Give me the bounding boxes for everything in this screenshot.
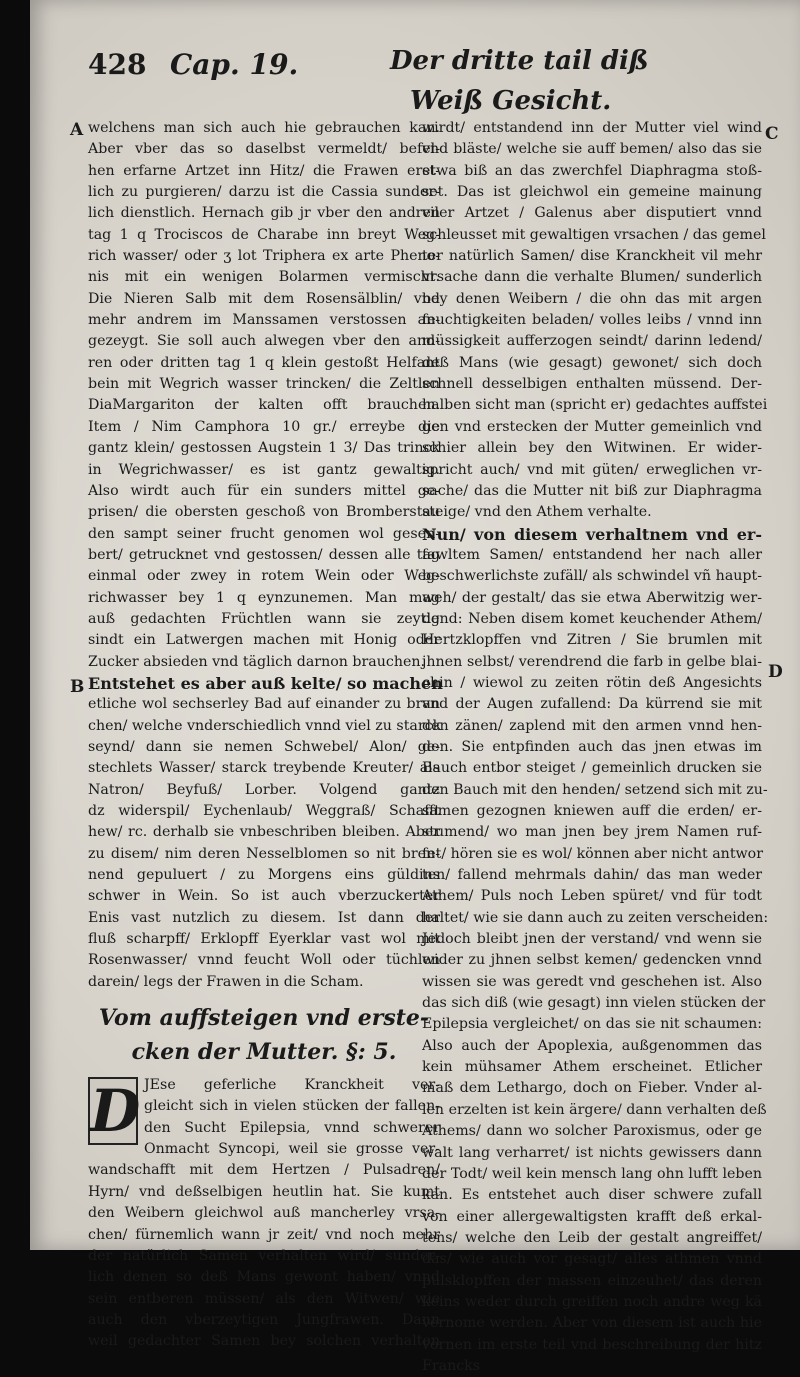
text-line: set. Das ist gleichwol ein gemeine mainung (422, 184, 762, 201)
text-line: vnd der Augen zufallend: Da kürrend sie mit (422, 696, 762, 713)
text-line: richwasser bey 1 q eynzunemen. Man mag (88, 589, 440, 606)
left-block-2 (88, 673, 443, 993)
text-line: lich zu purgieren/ darzu ist die Cassia sunder- (88, 184, 440, 201)
text-line: vrsache dann die verhalte Blumen/ sunderlich (422, 269, 762, 286)
margin-letter-d: D (768, 662, 783, 682)
text-line: etliche wol sechserley Bad auf einander zu bran (88, 696, 440, 713)
text-line: müssigkeit aufferzogen seindt/ darinn ledend/ (422, 333, 762, 350)
text-line: den. Sie entpfinden auch das jnen etwas im (422, 738, 762, 755)
text-line: nend gepuluert / zu Morgens eins güldins (88, 867, 440, 884)
text-line: von einer allergewaltigsten krafft deß erkal- (422, 1208, 762, 1225)
margin-letter-b: B (70, 677, 85, 697)
text-line: fawltem Samen/ entstandend her nach aller (422, 546, 762, 563)
text-line: walt lang verharret/ ist nichts gewissers dann (422, 1144, 762, 1161)
text-line: gleicht sich in vielen stücken der fallen- (144, 1098, 440, 1115)
text-line: welchens man sich auch hie gebrauchen kan. (88, 120, 440, 136)
text-line: den zänen/ zaplend mit den armen vnnd hen- (422, 717, 762, 734)
text-line: tens/ welche den Leib der gestalt angreiffet/ (422, 1229, 762, 1246)
text-line: lich denen so deß Mans gewont haben/ vnnd (88, 1269, 440, 1286)
text-line: deß Mans (wie gesagt) gewonet/ sich doch (422, 354, 762, 371)
margin-letter-a: A (70, 120, 84, 140)
running-title-line2: Weiß Gesicht. (410, 86, 612, 116)
text-line: Aber vber das so daselbst vermeldt/ befel- (88, 141, 440, 158)
text-line: Hyrn/ vnd deßselbigen heutlin hat. Sie kumt (88, 1183, 440, 1200)
text-line: das sich diß (wie gesagt) inn vielen stücken der (422, 995, 766, 1012)
text-line: weh/ der gestalt/ das sie etwa Aberwitzig wer- (422, 589, 762, 606)
text-line: der Todt/ weil kein mensch lang ohn lufft leben (422, 1165, 762, 1182)
text-line: den Sucht Epilepsia, vnnd schwerer (144, 1119, 440, 1136)
text-line: Bauch entbor steiget / gemeinlich drucken sie (422, 760, 762, 777)
text-line: bein mit Wegrich wasser trincken/ die Zeltlen (88, 376, 440, 393)
section-heading-line2: cken der Mutter. §: 5. (131, 1039, 397, 1066)
text-line: dend: Neben disem komet keuchender Athem/ (422, 610, 762, 627)
text-line: pulsklopffen der massen einzeuhet/ das deren (422, 1272, 762, 1289)
running-title: Der dritte tail diß (390, 46, 649, 76)
text-line: wissen sie was geredt vnd geschehen ist. Also (422, 973, 762, 990)
text-line: in Wegrichwasser/ es ist gantz gewaltig. (88, 461, 440, 478)
text-line: mehr andrem im Manssamen verstossen an- (88, 312, 440, 329)
text-line: Die Nieren Salb mit dem Rosensälblin/ vnd (88, 290, 440, 307)
text-line: steige/ vnd den Athem verhalte. (422, 504, 652, 521)
text-line: sache/ das die Mutter nit biß zur Diaphragma (422, 482, 762, 499)
right-block-1 (422, 118, 768, 524)
text-line: einmal oder zwey in rotem Wein oder Weg- (88, 568, 440, 585)
text-line: stechlets Wasser/ starck treybende Kreuter/ als (88, 760, 440, 777)
text-line: schier allein bey den Witwinen. Er wider- (422, 440, 762, 457)
text-line: haltet/ wie sie dann auch zu zeiten verscheiden: (422, 909, 769, 926)
text-line: weil gedachter Samen bey solchen verhalten (88, 1333, 440, 1350)
text-line: fluß scharpff/ Erklopff Eyerklar vast wol mit (88, 931, 440, 948)
text-line: halben sicht man (spricht er) gedachtes auffstei (422, 397, 768, 414)
text-line: etwa biß an das zwerchfel Diaphragma stoß- (422, 162, 762, 179)
text-line: samen gezognen kniewen auff die erden/ er- (422, 803, 762, 819)
text-line: Item / Nim Camphora 10 gr./ erreybe die (88, 418, 440, 435)
text-line: seynd/ dann sie nemen Schwebel/ Alon/ ge- (88, 738, 440, 755)
text-line: den Weibern gleichwol auß mancherley vrsa- (88, 1205, 440, 1222)
text-line: Also auch der Apoplexia, außgenommen das (422, 1037, 762, 1054)
text-line: spricht auch/ vnd mit güten/ erweglichen vr- (422, 461, 762, 478)
text-line: ten/ fallend mehrmals dahin/ das man weder (422, 867, 762, 884)
text-line: len erzelten ist kein ärgere/ dann verhalten deß (422, 1101, 767, 1118)
drop-cap-letter: D (90, 1077, 141, 1146)
text-line: Also wirdt auch für ein sunders mittel ge- (88, 482, 440, 499)
text-line: zu disem/ nim deren Nesselblomen so nit bren- (88, 845, 440, 862)
text-line: Jedoch bleibt jnen der verstand/ vnd wenn sie (422, 931, 762, 948)
text-line: bey denen Weibern / die ohn das mit argen (422, 290, 762, 307)
text-line: Onmacht Syncopi, weil sie grosse ver- (144, 1141, 440, 1158)
text-line: Athems/ dann wo solcher Paroxismus, oder ge (422, 1123, 762, 1140)
left-column (88, 118, 443, 1353)
text-line: maß dem Lethargo, doch on Fieber. Vnder al- (422, 1080, 762, 1097)
text-line: tag 1 q Trociscos de Charabe inn breyt Weg- (88, 226, 440, 243)
text-line: Hertzklopffen vnd Zitren / Sie brumlen mit (422, 632, 762, 649)
text-line: chen/ fürnemlich wann jr zeit/ vnd noch mehr (88, 1226, 440, 1243)
text-line: schnell desselbigen enthalten müssend. Der- (422, 376, 762, 393)
text-line: vnd bläste/ welche sie auff bemen/ also das sie (422, 141, 762, 158)
text-line: auch den vberzeytigen Jungfrawen. Dann (88, 1311, 440, 1328)
right-block-2 (422, 524, 769, 1377)
text-line: nis mit ein wenigen Bolarmen vermischt. (88, 269, 440, 286)
book-page (30, 0, 800, 1374)
text-line: gezeygt. Sie soll auch alwegen vber den and- (88, 333, 440, 350)
text-line: JEse geferliche Kranckheit ver- (144, 1077, 440, 1094)
text-line: darein/ legs der Frawen in die Scham. (88, 973, 364, 990)
text-line: gantz klein/ gestossen Augstein 1 3/ Das trinck (88, 440, 440, 457)
text-line: den sampt seiner frucht genomen wol gesen- (88, 525, 440, 542)
text-line: dz widerspil/ Eychenlaub/ Weggraß/ Schafft (88, 803, 440, 819)
text-line: Epilepsia vergleichet/ on das sie nit schaumen: (422, 1016, 762, 1033)
text-line: wirdt/ entstandend inn der Mutter viel wind (422, 120, 762, 136)
text-line: gen vnd erstecken der Mutter gemeinlich vnd (422, 418, 762, 435)
text-line: ter natürlich Samen/ dise Kranckheit vil mehr (422, 248, 762, 265)
text-line: lich dienstlich. Hernach gib jr vber den andren (88, 205, 440, 222)
text-line: wandschafft mit dem Hertzen / Pulsadren/ (88, 1162, 440, 1179)
dropcap-paragraph (88, 1075, 440, 1352)
text-line: feuchtigkeiten beladen/ volles leibs / vnnd inn (422, 312, 762, 329)
text-line: vernome werden. Aber von diesem ist auch hie (422, 1315, 762, 1332)
text-line: wider zu jhnen selbst kemen/ gedencken vnnd (422, 952, 762, 969)
text-line: bert/ getrucknet vnd gestossen/ dessen alle tag (88, 546, 440, 563)
text-line: kan. Es entstehet auch diser schwere zufall (422, 1187, 762, 1204)
text-line: beschwerlichste zufäll/ als schwindel vñ haupt- (422, 568, 762, 585)
text-line: sein entberen müssen/ als den Witwen/ wie (88, 1290, 440, 1307)
text-line: keins weder durch greiffen noch andre weg kä (422, 1293, 762, 1310)
text-line: Francks (422, 1357, 481, 1374)
text-line: Rosenwasser/ vnnd feucht Woll oder tüchlen (88, 952, 440, 969)
text-line: rich wasser/ oder ʒ lot Triphera ex arte Pheno- (88, 248, 440, 265)
text-line: schleusset mit gewaltigen vrsachen / das gemel (422, 226, 766, 243)
section-heading: Vom auffsteigen vnd erste- (98, 1005, 430, 1032)
right-column (422, 118, 769, 1377)
page-header (80, 40, 770, 120)
page-number: 428 (88, 48, 147, 81)
text-line: Natron/ Beyfuß/ Lorber. Volgend gantz (88, 781, 440, 798)
text-line: Nun/ von diesem verhaltnem vnd er- (422, 524, 762, 544)
text-line: Zucker absieden vnd täglich darnon brauchen. (88, 653, 425, 670)
text-line: Enis vast nutzlich zu diesem. Ist dann der (88, 909, 440, 926)
text-line: ren oder dritten tag 1 q klein gestoßt Helfant (88, 354, 440, 371)
text-line: vornen im erste teil vnd beschreibung der hitz (422, 1336, 762, 1353)
text-line: hen erfarne Artzet inn Hitz/ die Frawen erst- (88, 162, 440, 179)
text-line: Entstehet es aber auß kelte/ so machen (88, 673, 443, 693)
text-line: viler Artzet / Galenus aber disputiert vnnd (422, 205, 762, 222)
text-line: kein mühsamer Athem erscheinet. Etlicher (422, 1059, 762, 1076)
text-line: das/ wie auch vor gesagt/ alles athmen vnnd (422, 1251, 762, 1268)
text-line: prisen/ die obersten geschoß von Bromberstau (88, 504, 440, 521)
margin-letter-c: C (765, 124, 779, 144)
text-line: chen/ welche vnderschiedlich vnnd viel zu starck (88, 717, 442, 734)
text-line: den Bauch mit den henden/ setzend sich mit zu- (422, 781, 768, 798)
text-line: fet/ hören sie es wol/ können aber nicht antwor (422, 845, 763, 862)
text-line: hew/ rc. derhalb sie vnbeschriben bleiben. Aber (88, 824, 440, 841)
text-line: chin / wiewol zu zeiten rötin deß Angesichts (422, 674, 762, 691)
text-line: jhnen selbst/ verendrend die farb in gelbe blai- (422, 653, 762, 670)
text-line: stumend/ wo man jnen bey jrem Namen ruf- (422, 824, 762, 841)
left-block-1 (88, 118, 440, 673)
text-line: DiaMargariton der kalten offt brauchen. (88, 397, 440, 414)
text-line: Athem/ Puls noch Leben spüret/ vnd für todt (422, 888, 762, 905)
text-line: auß gedachten Früchtlen wann sie zeytig (88, 610, 440, 627)
chapter-label: Cap. 19. (170, 48, 299, 81)
text-line: der natürlich Samen verhalten wird/ sunder- (88, 1247, 440, 1264)
text-line: schwer in Wein. So ist auch vberzuckerter (88, 888, 440, 905)
text-line: sindt ein Latwergen machen mit Honig oder (88, 632, 440, 649)
left-block-3 (88, 1075, 440, 1352)
